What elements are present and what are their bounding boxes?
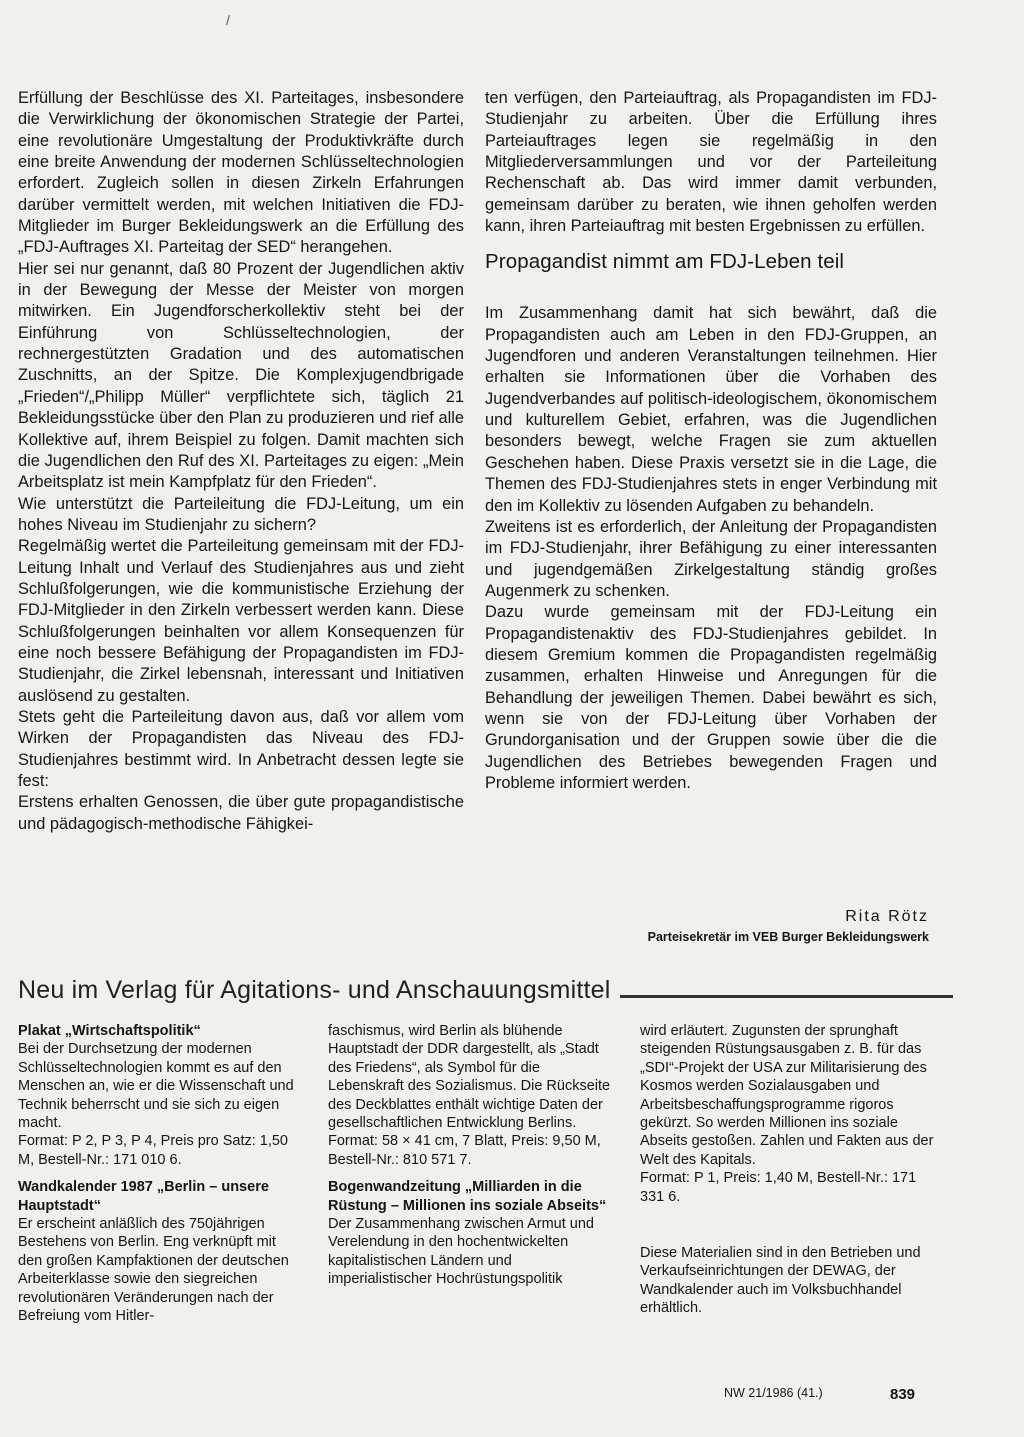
- article-paragraph: Erstens erhalten Genossen, die über gute propagandistische und pädagogisch-methodische Fähigkei-: [18, 793, 464, 833]
- news-order-info: Format: P 2, P 3, P 4, Preis pro Satz: 1,50 M, Bestell-Nr.: 171 010 6.: [18, 1133, 288, 1168]
- article-paragraph: Erfüllung der Beschlüsse des XI. Parteitages, insbesondere die Verwirklichung der ökonomischen Strategie der Partei, eine revolutionäre Umgestaltung der Produktivkräfte durch eine breite Anwendung der modernen Schlüsseltechnologien erfordert. Zugleich sollen in diesen Zirkeln Erfahrungen darüber vermittelt werden, mit welchen Initiativen die FDJ-Mitglieder im Burger Bekleidungswerk an die Erfüllung des „FDJ-Auftrages XI. Parteitag der SED“ herangehen.: [18, 89, 464, 257]
- news-column-2: [328, 1022, 614, 1352]
- news-order-info: Format: 58 × 41 cm, 7 Blatt, Preis: 9,50 M, Bestell-Nr.: 810 571 7.: [328, 1133, 601, 1168]
- article-paragraph: Zweitens ist es erforderlich, der Anleitung der Propagandisten im FDJ-Studienjahr, ihrer Befähigung zu einer interessanten und jugendgemäßen Zirkelgestaltung ständig großes Augenmerk zu schenken.: [485, 517, 937, 600]
- news-paragraph: Er erscheint anläßlich des 750jährigen Bestehens von Berlin. Eng verknüpft mit den großen Kampfaktionen der deutschen Arbeiterklasse sowie den siegreichen revolutionären Veränderungen nach der Befreiung vom Hitler-: [18, 1216, 289, 1325]
- section-rule: [620, 995, 953, 998]
- news-heading: Wandkalender 1987 „Berlin – unsere Hauptstadt“: [18, 1179, 269, 1214]
- author-role: Parteisekretär im VEB Burger Bekleidungswerk: [647, 930, 929, 944]
- article-question: Wie unterstützt die Parteileitung die FDJ-Leitung, um ein hohes Niveau im Studienjahr zu sichern?: [18, 494, 464, 534]
- author-name: Rita Rötz: [845, 908, 929, 925]
- footer-issue: NW 21/1986 (41.): [724, 1386, 823, 1400]
- scan-mark: /: [226, 12, 230, 28]
- article-paragraph: Im Zusammenhang damit hat sich bewährt, daß die Propagandisten auch am Leben in den FDJ-Gruppen, an Jugendforen und anderen Veranstaltungen teilnehmen. Hier erhalten sie Informationen über die Vorhaben des Jugendverbandes auf politisch-ideologischem, ökonomischem und kulturellem Gebiet, erfahren, was die Jugendlichen besonders bewegt, welche Fragen sie zum aktuellen Geschehen haben. Diese Praxis versetzt sie in die Lage, die Themen des FDJ-Studienjahres stets in enger Verbindung mit den im Kollektiv zu lösenden Aufgaben zu behandeln.: [485, 304, 937, 515]
- news-column-1: [18, 1022, 303, 1352]
- news-column-3: [640, 1022, 936, 1352]
- news-order-info: Format: P 1, Preis: 1,40 M, Bestell-Nr.: 171 331 6.: [640, 1170, 917, 1205]
- section-header: [18, 970, 953, 1010]
- article-subheading: Propagandist nimmt am FDJ-Leben teil: [485, 250, 845, 274]
- article-column-left: [18, 88, 464, 950]
- section-title: Neu im Verlag für Agitations- und Anschauungsmittel: [18, 975, 611, 1004]
- article-paragraph: Stets geht die Parteileitung davon aus, daß vor allem vom Wirken der Propagandisten das Niveau des FDJ-Studienjahres bestimmt wird. In Anbetracht dessen legte sie fest:: [18, 707, 464, 790]
- news-paragraph: wird erläutert. Zugunsten der sprunghaft steigenden Rüstungsausgaben z. B. für das „SDI“-Projekt der USA zur Militarisierung des Kosmos werden Sozialausgaben und Arbeitsbeschaffungsprogramme rigoros gekürzt. So werden Millionen ins soziale Abseits gestoßen. Zahlen und Fakten aus der Welt des Kapitals.: [640, 1023, 934, 1168]
- news-heading: Bogenwandzeitung „Milliarden in die Rüstung – Millionen ins soziale Abseits“: [328, 1179, 607, 1214]
- article-paragraph: ten verfügen, den Parteiauftrag, als Propagandisten im FDJ-Studienjahr zu arbeiten. Über die Erfüllung ihres Parteiauftrages legen sie regelmäßig in den Mitgliederversammlungen und vor der Parteileitung Rechenschaft ab. Das wird immer damit verbunden, gemeinsam darüber zu beraten, wie ihnen geholfen werden kann, ihren Parteiauftrag mit besten Ergebnissen zu erfüllen.: [485, 89, 937, 236]
- news-paragraph: Der Zusammenhang zwischen Armut und Verelendung in den hochentwickelten kapitalistischen Ländern und imperialistischer Hochrüstungspolitik: [328, 1216, 594, 1288]
- news-paragraph: faschismus, wird Berlin als blühende Hauptstadt der DDR dargestellt, als „Stadt des Friedens“, als Symbol für die Lebenskraft des Sozialismus. Die Rückseite des Deckblattes enthält wichtige Daten der gesellschaftlichen Entwicklung Berlins.: [328, 1023, 611, 1132]
- article-paragraph: Dazu wurde gemeinsam mit der FDJ-Leitung ein Propagandistenaktiv des FDJ-Studienjahres gebildet. In diesem Gremium kommen die Propagandisten regelmäßig zusammen, erhalten Hinweise und Anregungen für die Behandlung der jeweiligen Themen. Dabei bewährt es sich, wenn sie von der FDJ-Leitung über Vorhaben der Grundorganisation und der Gruppen sowie über die die Jugendlichen des Betriebes bewegenden Fragen und Probleme informiert werden.: [485, 603, 937, 792]
- news-heading: Plakat „Wirtschaftspolitik“: [18, 1023, 201, 1039]
- news-paragraph: Bei der Durchsetzung der modernen Schlüsseltechnologien kommt es auf den Menschen an, wie er die Wissenschaft und Technik beherrscht und sie sich zu eigen macht.: [18, 1041, 294, 1132]
- article-paragraph: Hier sei nur genannt, daß 80 Prozent der Jugendlichen aktiv in der Bewegung der Messe der Meister von morgen mitwirken. Ein Jugendforscherkollektiv steht bei der Einführung von Schlüsseltechnologien, der rechnergestützten Gradation und des automatischen Zuschnitts, an der Spitze. Die Komplexjugendbrigade „Frieden“/„Philipp Müller“ verpflichtete sich, täglich 21 Bekleidungsstücke über den Plan zu produzieren und rief alle Kollektive auf, ihrem Beispiel zu folgen. Damit machten sich die Jugendlichen den Ruf des XI. Parteitages zu eigen: „Mein Arbeitsplatz ist mein Kampfplatz für den Frieden“.: [18, 259, 464, 492]
- page-number: 839: [890, 1386, 916, 1403]
- article-paragraph: Regelmäßig wertet die Parteileitung gemeinsam mit der FDJ-Leitung Inhalt und Verlauf des Studienjahres aus und zieht Schlußfolgerungen, wie die kommunistische Erziehung der FDJ-Mitglieder in den Zirkeln verbessert werden kann. Diese Schlußfolgerungen beinhalten vor allem Konsequenzen für eine noch bessere Befähigung der Propagandisten im FDJ-Studienjahr, die Zirkel lebensnah, interessant und Initiativen auslösend zu gestalten.: [18, 537, 464, 705]
- article-column-right: [485, 88, 937, 898]
- news-availability: Diese Materialien sind in den Betrieben und Verkaufseinrichtungen der DEWAG, der Wandkalender auch im Volksbuchhandel erhältlich.: [640, 1245, 921, 1317]
